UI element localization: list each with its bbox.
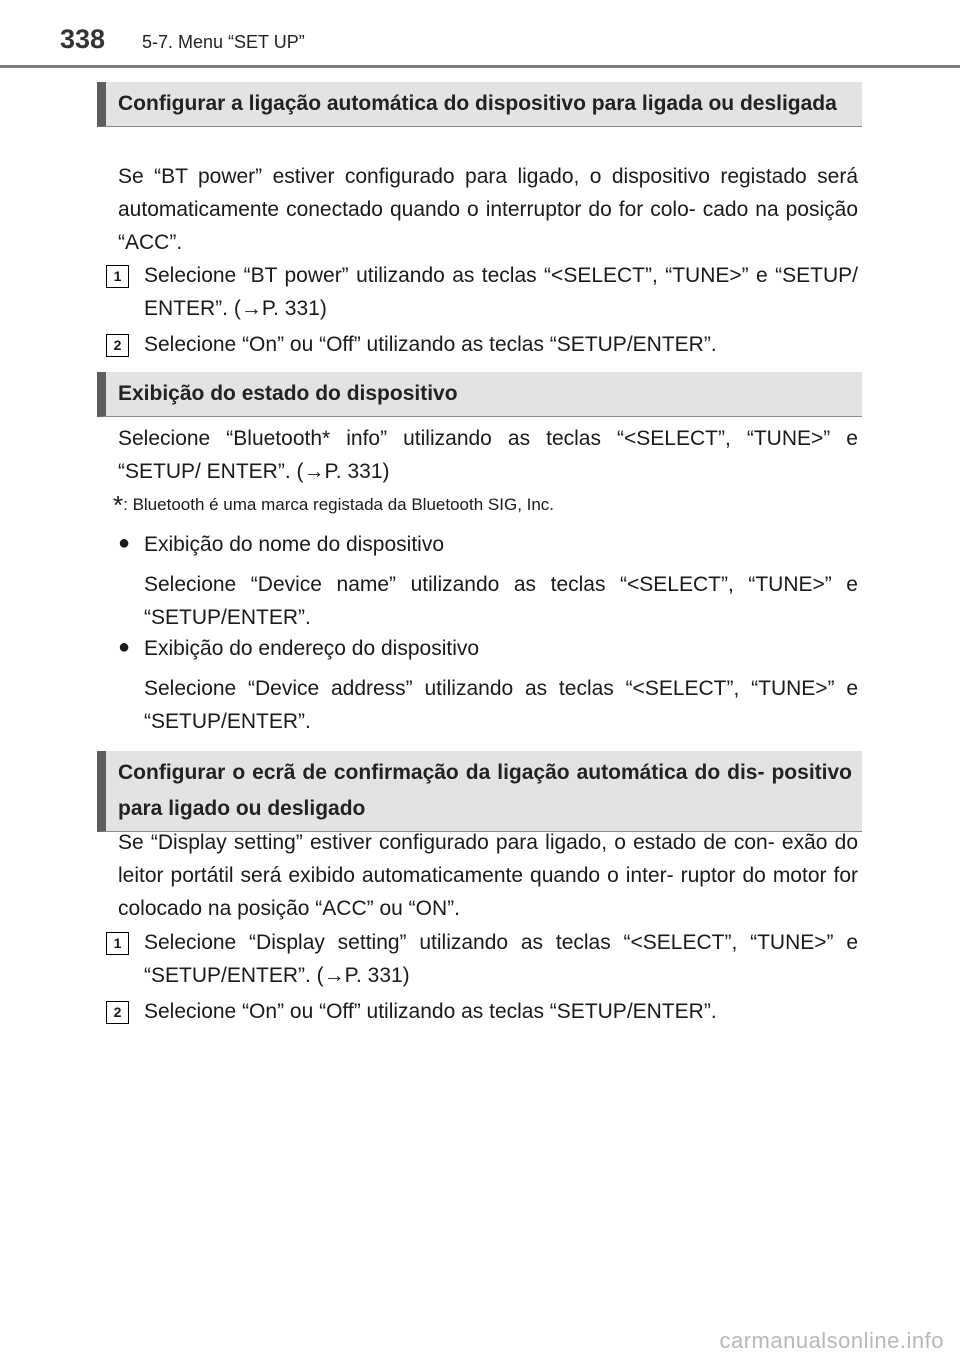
bullet-body: Selecione “Device name” utilizando as teclas “<SELECT”, “TUNE>” e “SETUP/ENTER”. — [144, 573, 858, 629]
section-heading-device-status: Exibição do estado do dispositivo — [97, 372, 862, 417]
section-reference: 5-7. Menu “SET UP” — [142, 32, 305, 52]
section-heading-auto-connect: Configurar a ligação automática do dispositivo para ligada ou desligada — [97, 82, 862, 127]
step-number-badge: 2 — [106, 334, 129, 357]
step-number-badge: 1 — [106, 265, 129, 288]
footnote — [113, 490, 554, 521]
step-text: Selecione “Display setting” utilizando as teclas “<SELECT”, “TUNE>” e “SETUP/ENTER”. (→P. 331) — [144, 931, 858, 987]
step-text: Selecione “On” ou “Off” utilizando as teclas “SETUP/ENTER”. — [144, 1000, 717, 1023]
section-intro-device-status: Selecione “Bluetooth* info” utilizando as teclas “<SELECT”, “TUNE>” e “SETUP/ ENTER”. (→P. 331) — [118, 427, 858, 483]
bullet-dot-icon: ● — [118, 636, 131, 658]
step-text: Selecione “On” ou “Off” utilizando as teclas “SETUP/ENTER”. — [144, 333, 717, 356]
page-header — [0, 0, 960, 70]
section-intro-display-setting: Se “Display setting” estiver configurado para ligado, o estado de con- exão do leitor portátil será exibido automaticamente quando o inter- ruptor do motor for colocado na posição “ACC” ou “ON”. — [118, 831, 858, 920]
section-intro-auto-connect: Se “BT power” estiver configurado para ligado, o dispositivo registado será automaticamente conectado quando o interruptor do for colo- cado na posição “ACC”. — [118, 165, 858, 254]
bullet-title: Exibição do nome do dispositivo — [144, 533, 445, 556]
page-number: 338 — [60, 24, 106, 54]
watermark: carmanualsonline.info — [719, 1328, 944, 1353]
bullet-dot-icon: ● — [118, 532, 131, 554]
step-text: Selecione “BT power” utilizando as teclas “<SELECT”, “TUNE>” e “SETUP/ ENTER”. (→P. 331) — [144, 264, 858, 320]
step-number-badge: 1 — [106, 932, 129, 955]
footnote-text: : Bluetooth é uma marca registada da Bluetooth SIG, Inc. — [123, 495, 555, 514]
step-number-badge: 2 — [106, 1001, 129, 1024]
section-heading-display-setting: Configurar o ecrã de confirmação da ligação automática do dis- positivo para ligado ou desligado — [97, 751, 862, 832]
bullet-title: Exibição do endereço do dispositivo — [144, 637, 480, 660]
header-rule — [0, 65, 960, 68]
bullet-body: Selecione “Device address” utilizando as teclas “<SELECT”, “TUNE>” e “SETUP/ENTER”. — [144, 677, 858, 733]
footnote-asterisk: * — [113, 490, 124, 520]
